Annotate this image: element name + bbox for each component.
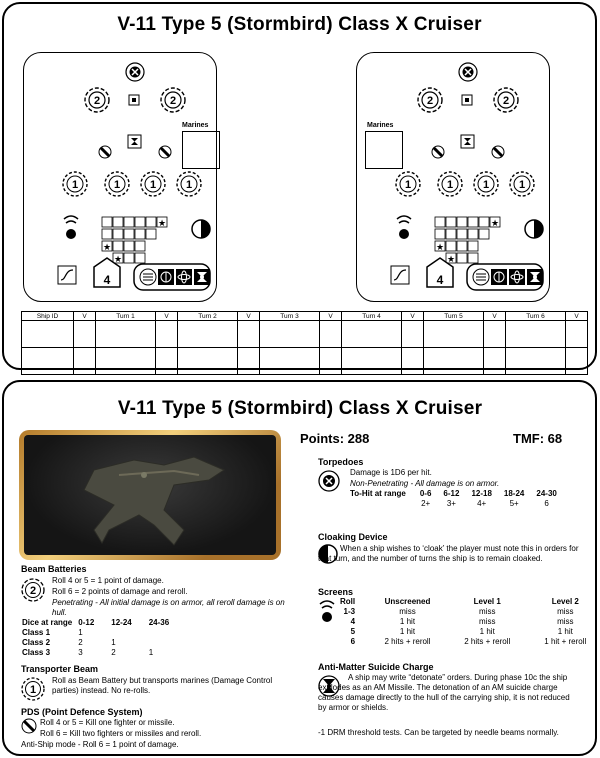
ssd-card: [2, 2, 597, 370]
to-hit-value: 2+: [421, 499, 431, 508]
range-label: To-Hit at range: [350, 489, 406, 498]
to-hit-value: 6: [544, 499, 549, 508]
pds-line-1: Roll 4 or 5 = Kill one fighter or missile.: [40, 718, 175, 727]
ftl-icon: [58, 266, 76, 284]
result-value: miss: [479, 607, 496, 616]
screens-header: Level 1: [473, 597, 501, 606]
beam-battery-2-icon: [161, 88, 185, 112]
ship-illustration: [24, 435, 276, 555]
beam-line-2: Roll 6 = 2 points of damage and reroll.: [52, 587, 188, 596]
range-header: 24-30: [536, 489, 557, 498]
torpedo-title: Torpedoes: [318, 457, 364, 467]
fire-control-icon: [473, 269, 489, 285]
svg-text:★: ★: [446, 254, 456, 264]
ssd-title: V-11 Type 5 (Stormbird) Class X Cruiser: [117, 14, 482, 35]
beam-battery-1-icon: [510, 172, 534, 196]
transporter-icon: [21, 677, 45, 701]
cell[interactable]: [74, 348, 96, 375]
range-header: 18-24: [503, 489, 525, 498]
result-value: 1 hit: [399, 627, 416, 636]
result-value: miss: [557, 607, 574, 616]
cell[interactable]: [402, 321, 424, 348]
pds-icon: [99, 146, 111, 158]
marines-box[interactable]: [182, 131, 220, 169]
cell[interactable]: [178, 348, 238, 375]
cloak-icon: [192, 220, 210, 238]
screen-icon: [318, 598, 336, 624]
amsc-text: A ship may write “detonate” orders. During phase 10c the ship explodes as an AM Missile. The detonation of an AM suicide charge causes damage directly to the hull of the carrying ship, it is not reduced by armor or shields.: [318, 673, 570, 712]
dice-value: 2: [111, 648, 116, 657]
svg-text:★: ★: [490, 218, 500, 228]
range-header: 12-18: [471, 489, 492, 498]
svg-text:★: ★: [113, 254, 123, 264]
dice-value: [135, 628, 172, 638]
roll-value: 6: [350, 637, 356, 646]
svg-text:1: 1: [71, 179, 79, 191]
col-turn-6: Turn 6: [506, 312, 566, 321]
cell[interactable]: [506, 348, 566, 375]
torpedo-line-1: Damage is 1D6 per hit.: [350, 468, 432, 477]
result-value: miss: [479, 617, 496, 626]
hull-value: 4: [103, 273, 111, 287]
screens-header: Roll: [340, 597, 356, 606]
range-label: Dice at range: [22, 618, 73, 627]
col-turn-3: Turn 3: [260, 312, 320, 321]
col-v: V: [238, 312, 260, 321]
torpedo-icon: [318, 470, 340, 492]
pds-icon: [21, 718, 37, 734]
svg-text:2: 2: [502, 95, 510, 107]
cell[interactable]: [22, 348, 74, 375]
cell[interactable]: [320, 348, 342, 375]
screens-header: Level 2: [551, 597, 579, 606]
dice-value: 2: [78, 638, 83, 647]
turn-table-row: [22, 348, 588, 375]
turn-record-table: [21, 311, 588, 375]
cell[interactable]: [424, 348, 484, 375]
range-header: 12-24: [111, 618, 132, 627]
col-turn-4: Turn 4: [342, 312, 402, 321]
beam-battery-1-icon: [396, 172, 420, 196]
cell[interactable]: [342, 321, 402, 348]
to-hit-value: 3+: [446, 499, 456, 508]
range-header: 0-12: [78, 618, 95, 627]
svg-text:★: ★: [435, 242, 445, 252]
result-value: 2 hits + reroll: [384, 637, 431, 646]
range-header: 6-12: [443, 489, 460, 498]
beam-battery-1-icon: [474, 172, 498, 196]
svg-text:1: 1: [185, 179, 193, 191]
result-value: 1 hit: [479, 627, 495, 636]
beam-line-1: Roll 4 or 5 = 1 point of damage.: [52, 576, 164, 585]
cell[interactable]: [484, 321, 506, 348]
svg-text:2: 2: [169, 95, 177, 107]
screens-header: Unscreened: [384, 597, 431, 606]
svg-text:1: 1: [29, 684, 37, 696]
atom-icon: [176, 269, 192, 285]
cell[interactable]: [424, 321, 484, 348]
svg-text:1: 1: [518, 179, 526, 191]
class-label: Class 1: [22, 628, 51, 637]
range-header: 0-6: [419, 489, 432, 498]
to-hit-value: 5+: [509, 499, 519, 508]
radiation-icon: [527, 269, 543, 285]
screen-icon: [64, 216, 78, 239]
svg-text:1: 1: [149, 179, 157, 191]
pds-line-3: Anti-Ship mode - Roll 6 = 1 point of damage.: [21, 740, 179, 749]
beam-battery-1-icon: [141, 172, 165, 196]
beam-battery-2-icon: [494, 88, 518, 112]
cell[interactable]: [506, 321, 566, 348]
marines-box[interactable]: [365, 131, 403, 169]
col-v: V: [156, 312, 178, 321]
ecm-icon: [491, 269, 507, 285]
cell[interactable]: [156, 348, 178, 375]
svg-text:1: 1: [446, 179, 454, 191]
col-turn-5: Turn 5: [424, 312, 484, 321]
transporter-title: Transporter Beam: [21, 664, 99, 674]
svg-text:2: 2: [426, 95, 434, 107]
result-value: 1 hit: [557, 627, 573, 636]
amsc-text-2: -1 DRM threshold tests. Can be targeted by needle beams normally.: [318, 728, 559, 737]
beam-title: Beam Batteries: [21, 564, 87, 574]
cell[interactable]: [96, 321, 156, 348]
class-label: Class 3: [22, 648, 51, 657]
pds-icon: [492, 146, 504, 158]
cell[interactable]: [238, 348, 260, 375]
svg-text:2: 2: [93, 95, 101, 107]
col-turn-2: Turn 2: [178, 312, 238, 321]
turn-table-header: [22, 312, 588, 321]
col-turn-1: Turn 1: [96, 312, 156, 321]
ship-image: [24, 435, 276, 555]
result-value: miss: [557, 617, 574, 626]
torpedo-note: Non-Penetrating - All damage is on armor.: [350, 479, 500, 488]
atom-icon: [509, 269, 525, 285]
cell[interactable]: [320, 321, 342, 348]
svg-text:1: 1: [404, 179, 412, 191]
cell[interactable]: [484, 348, 506, 375]
ecm-icon: [158, 269, 174, 285]
dice-value: 1: [78, 628, 83, 637]
ship-image-frame: [19, 430, 281, 560]
ftl-icon: [391, 266, 409, 284]
transporter-text: Roll as Beam Battery but transports marines (Damage Control parties) instead. No re-rolls.: [52, 676, 273, 695]
cell[interactable]: [178, 321, 238, 348]
cell[interactable]: [238, 321, 260, 348]
marines-label: Marines: [367, 122, 394, 129]
cell[interactable]: [22, 321, 74, 348]
svg-text:2: 2: [29, 585, 37, 597]
ssd-diagram-right: [357, 53, 551, 303]
roll-value: 5: [350, 627, 356, 636]
torpedo-range-table: [347, 489, 563, 509]
turn-table-row: [22, 321, 588, 348]
beam-battery-2-icon: [85, 88, 109, 112]
cloak-text: When a ship wishes to ‘cloak’ the player must note this in orders for that turn, and the number of turns the ship is to remain cloaked.: [318, 544, 579, 563]
col-v: V: [74, 312, 96, 321]
beam-note: Penetrating - All initial damage is on armor, all reroll damage is on hull.: [52, 598, 285, 617]
beam-battery-1-icon: [438, 172, 462, 196]
amsc-title: Anti-Matter Suicide Charge: [318, 662, 434, 672]
beam-range-table: [19, 618, 172, 658]
roll-value: 1-3: [343, 607, 356, 616]
result-value: 1 hit: [399, 617, 416, 626]
points-value: Points: 288: [300, 431, 370, 446]
dice-value: 1: [148, 648, 154, 657]
result-value: 1 hit + reroll: [544, 637, 587, 646]
ssd-panel-left: [23, 52, 217, 302]
pds-title: PDS (Point Defence System): [21, 707, 143, 717]
pds-icon: [459, 63, 477, 81]
col-v: V: [402, 312, 424, 321]
hull-value: 4: [436, 273, 444, 287]
radiation-icon: [194, 269, 210, 285]
result-value: 2 hits + reroll: [464, 637, 511, 646]
cloak-icon: [525, 220, 543, 238]
beam-battery-2-icon: [21, 578, 45, 602]
beam-battery-1-icon: [177, 172, 201, 196]
cloak-title: Cloaking Device: [318, 532, 388, 542]
cell[interactable]: [156, 321, 178, 348]
to-hit-value: 4+: [477, 499, 487, 508]
cell[interactable]: [74, 321, 96, 348]
screens-title: Screens: [318, 587, 354, 597]
dice-value: 1: [111, 638, 116, 647]
cell[interactable]: [402, 348, 424, 375]
cell[interactable]: [96, 348, 156, 375]
col-v: V: [566, 312, 588, 321]
svg-text:★: ★: [102, 242, 112, 252]
dice-value: [135, 638, 172, 648]
beam-battery-2-icon: [418, 88, 442, 112]
svg-text:★: ★: [157, 218, 167, 228]
dice-value: [97, 628, 134, 638]
svg-text:1: 1: [482, 179, 490, 191]
col-v: V: [484, 312, 506, 321]
cell[interactable]: [342, 348, 402, 375]
tmf-value: TMF: 68: [513, 431, 563, 446]
screens-table: [337, 597, 600, 647]
ssd-panel-right: [356, 52, 550, 302]
roll-value: 4: [350, 617, 356, 626]
cell[interactable]: [566, 348, 588, 375]
svg-text:1: 1: [113, 179, 121, 191]
col-ship-id: Ship ID: [22, 312, 74, 321]
pds-line-2: Roll 6 = Kill two fighters or missiles and reroll.: [40, 729, 202, 738]
screen-icon: [397, 216, 411, 239]
dice-value: 3: [78, 648, 83, 657]
fire-control-icon: [140, 269, 156, 285]
beam-battery-1-icon: [63, 172, 87, 196]
cell[interactable]: [260, 348, 320, 375]
pds-icon: [159, 146, 171, 158]
cell[interactable]: [260, 321, 320, 348]
marines-label: Marines: [182, 122, 209, 129]
result-value: miss: [399, 607, 416, 616]
range-header: 24-36: [148, 618, 170, 627]
class-label: Class 2: [22, 638, 51, 647]
col-v: V: [320, 312, 342, 321]
reference-title: V-11 Type 5 (Stormbird) Class X Cruiser: [117, 398, 483, 419]
cell[interactable]: [566, 321, 588, 348]
ssd-diagram-left: [24, 53, 218, 303]
pds-icon: [126, 63, 144, 81]
beam-battery-1-icon: [105, 172, 129, 196]
pds-icon: [432, 146, 444, 158]
